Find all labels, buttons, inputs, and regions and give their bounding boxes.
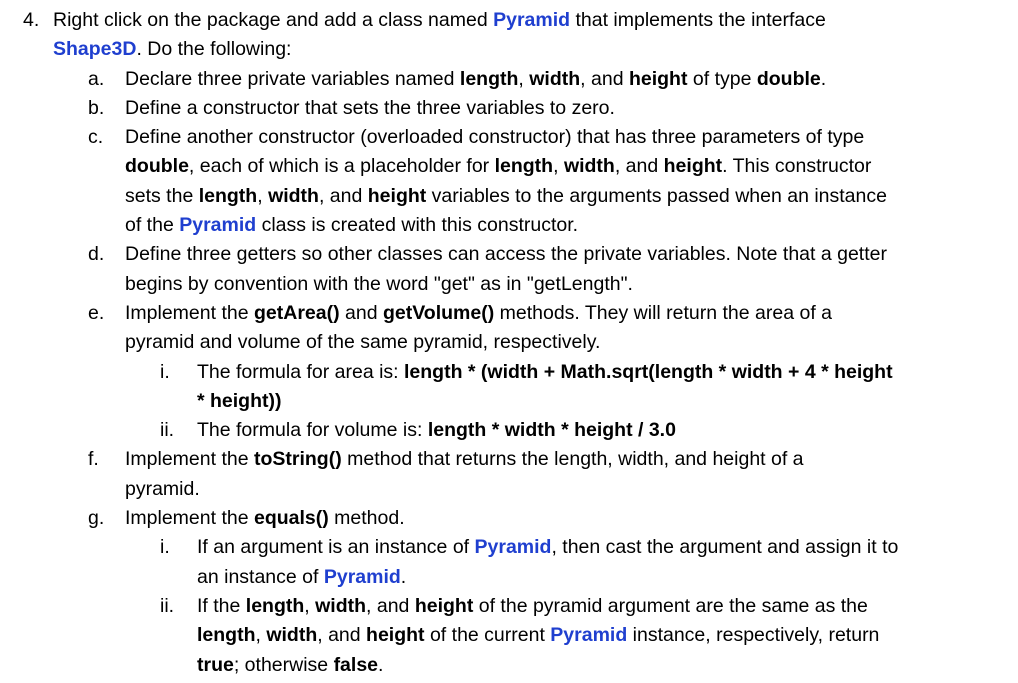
item-e-line-2: pyramid and volume of the same pyramid, respectively. [125,331,601,354]
class-name-pyramid: Pyramid [550,624,628,647]
area-formula-line-1: The formula for area is: length * (width + Math.sqrt(length * width + 4 * height [197,360,893,383]
item-g-sub-ii-line-3: true; otherwise false. [197,653,384,676]
item-e-line-1: Implement the getArea() and getVolume() methods. They will return the area of a [125,301,833,324]
item-e-continuation [0,328,1018,357]
item-b [0,94,1018,123]
item-c-line-2: double, each of which is a placeholder for length, width, and height. This constructor [125,155,872,178]
item-g-line-1: Implement the equals() method. [125,507,405,530]
class-name-pyramid: Pyramid [179,214,257,237]
item-f-line-1: Implement the toString() method that returns the length, width, and height of a [125,448,804,471]
item-b-marker: b. [88,96,105,119]
step-4-line-2: Shape3D. Do the following: [53,38,292,61]
step-4 [0,6,1018,35]
step-4-marker: 4. [23,9,40,31]
item-g-sub-i-marker: i. [160,536,170,559]
area-formula-line-2: * height)) [197,389,282,412]
item-e-sub-i [0,358,1018,387]
item-e-sub-i-marker: i. [160,360,170,383]
item-d-line-1: Define three getters so other classes can access the private variables. Note that a getter [125,243,887,266]
item-g-sub-ii-line-2: length, width, and height of the current Pyramid instance, respectively, return [197,624,880,647]
item-c-line-1: Define another constructor (overloaded constructor) that has three parameters of type [125,126,865,149]
item-e-marker: e. [88,301,105,324]
item-g-sub-i-continuation [0,563,1018,592]
item-c-continuation [0,211,1018,240]
item-f-marker: f. [88,448,99,471]
item-a-text: Declare three private variables named length, width, and height of type double. [125,67,827,90]
item-b-text: Define a constructor that sets the three variables to zero. [125,96,615,119]
item-c-marker: c. [88,126,104,149]
class-name-pyramid: Pyramid [493,9,571,31]
step-4-continuation [0,35,1018,64]
item-g-sub-ii-continuation [0,651,1018,680]
item-g-sub-ii-marker: ii. [160,594,175,617]
item-a [0,65,1018,94]
item-d-line-2: begins by convention with the word "get" as in "getLength". [125,272,633,295]
item-c [0,123,1018,152]
step-4-line-1: Right click on the package and add a class named Pyramid that implements the interface [53,9,826,31]
item-c-line-4: of the Pyramid class is created with this constructor. [125,214,579,237]
item-g-sub-ii [0,592,1018,621]
item-g-sub-ii-line-1: If the length, width, and height of the pyramid argument are the same as the [197,594,868,617]
class-name-pyramid: Pyramid [323,565,401,588]
item-g-sub-i [0,533,1018,562]
item-f-line-2: pyramid. [125,477,200,500]
item-d [0,240,1018,269]
volume-formula-line: The formula for volume is: length * width * height / 3.0 [197,419,676,442]
item-d-continuation [0,270,1018,299]
item-g-sub-ii-continuation [0,621,1018,650]
item-g-sub-i-line-2: an instance of Pyramid. [197,565,407,588]
item-c-line-3: sets the length, width, and height variables to the arguments passed when an instance [125,184,887,207]
item-e-sub-ii-marker: ii. [160,419,175,442]
item-e-sub-ii [0,416,1018,445]
item-d-marker: d. [88,243,105,266]
item-e-sub-i-continuation [0,387,1018,416]
item-a-marker: a. [88,67,105,90]
interface-name-shape3d: Shape3D [53,38,137,61]
item-f [0,445,1018,474]
item-g-sub-i-line-1: If an argument is an instance of Pyramid, then cast the argument and assign it to [197,536,899,559]
item-g [0,504,1018,533]
item-c-continuation [0,152,1018,181]
item-c-continuation [0,182,1018,211]
item-g-marker: g. [88,507,105,530]
item-f-continuation [0,475,1018,504]
class-name-pyramid: Pyramid [474,536,552,559]
item-e [0,299,1018,328]
